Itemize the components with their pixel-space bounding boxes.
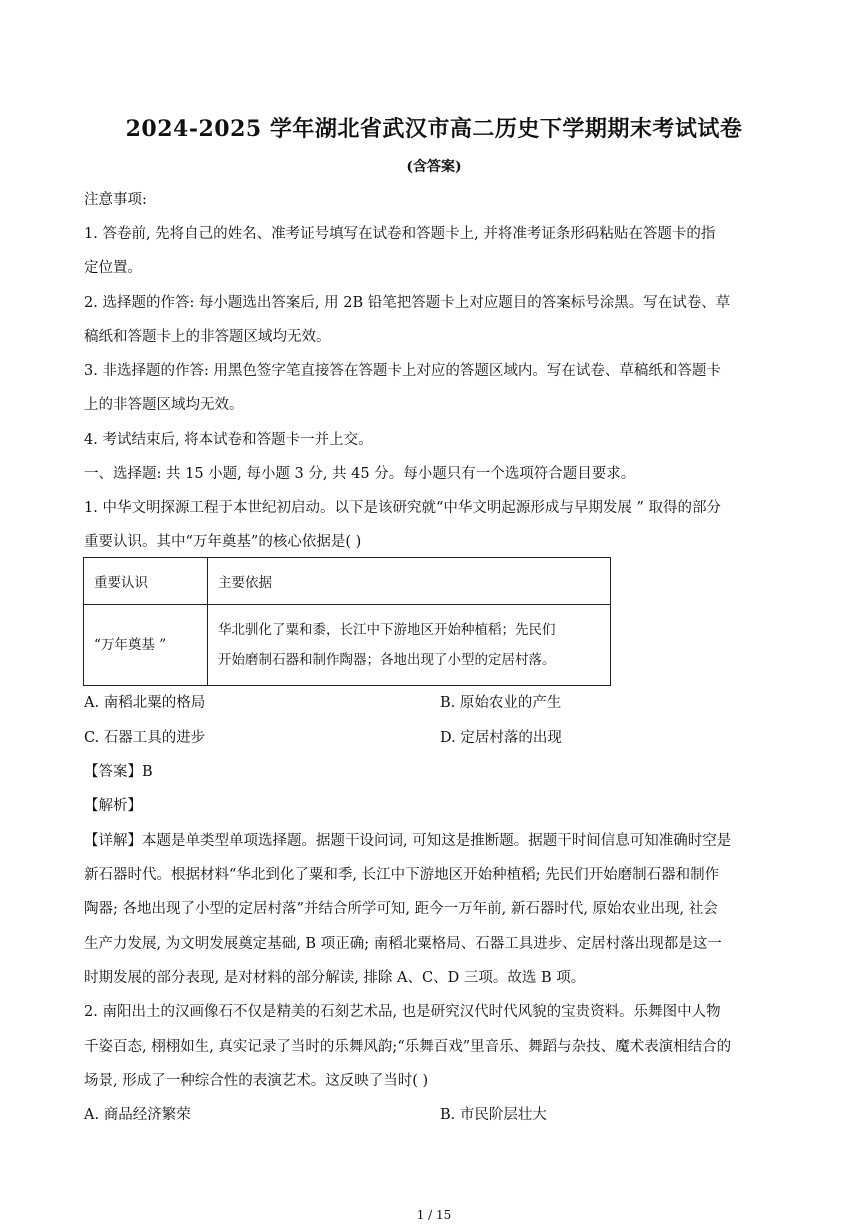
question-2-stem-line-2: 千姿百态, 栩栩如生, 真实记录了当时的乐舞风韵;“乐舞百戏”里音乐、舞蹈与杂技、魔术表演相结合的	[84, 1039, 732, 1055]
table-cell-line: 华北驯化了粟和黍，长江中下游地区开始种植稻；先民们	[218, 622, 556, 638]
notes-item-2-line-2: 稿纸和答题卡上的非答题区域均无效。	[84, 329, 331, 345]
question-1-analysis-line-3: 陶器; 各地出现了小型的定居村落”并结合所学可知, 距今一万年前, 新石器时代, 原始农业出现, 社会	[84, 901, 718, 917]
notes-item-2-line-1: 2. 选择题的作答: 每小题选出答案后, 用 2B 铅笔把答题卡上对应题目的答案标号涂黑。写在试卷、草	[84, 295, 731, 311]
question-1-option-d: D. 定居村落的出现	[440, 730, 562, 746]
table-header-row	[84, 558, 611, 605]
notes-item-4: 4. 考试结束后, 将本试卷和答题卡一并上交。	[84, 432, 373, 448]
notes-item-3-line-2: 上的非答题区域均无效。	[84, 397, 244, 413]
section-1-heading: 一、选择题: 共 15 小题, 每小题 3 分, 共 45 分。每小题只有一个选项符合题目要求。	[84, 466, 636, 482]
notes-item-3-line-1: 3. 非选择题的作答: 用黑色签字笔直接答在答题卡上对应的答题区域内。写在试卷、草稿纸和答题卡	[84, 363, 721, 379]
table-header-cell: 重要认识	[84, 558, 208, 605]
table-row	[84, 605, 611, 686]
page-number: 1 / 15	[416, 1208, 452, 1222]
question-2-option-a: A. 商品经济繁荣	[84, 1107, 191, 1123]
question-1-analysis-line-1: 【详解】本题是单类型单项选择题。据题干设问词, 可知这是推断题。据题干时间信息可知准确时空是	[84, 833, 732, 849]
question-1-analysis-heading: 【解析】	[84, 798, 142, 814]
document-title: 2024-2025 学年湖北省武汉市高二历史下学期期末考试试卷	[125, 116, 743, 142]
question-1-table	[83, 557, 611, 686]
table-cell	[208, 605, 611, 686]
question-1-option-b: B. 原始农业的产生	[440, 695, 562, 711]
question-1-analysis-line-4: 生产力发展, 为文明发展奠定基础, B 项正确; 南稻北粟格局、石器工具进步、定居村落出现都是这一	[84, 936, 722, 952]
question-1-analysis-line-2: 新石器时代。根据材料“华北到化了粟和季, 长江中下游地区开始种植稻; 先民们开始磨制石器和制作	[84, 867, 720, 883]
table-cell: “万年奠基 ”	[84, 605, 208, 686]
question-2-option-b: B. 市民阶层壮大	[440, 1107, 547, 1123]
document-subtitle: (含答案)	[406, 159, 462, 175]
question-2-stem-line-3: 场景, 形成了一种综合性的表演艺术。这反映了当时( )	[84, 1073, 429, 1089]
question-1-option-a: A. 南稻北粟的格局	[84, 695, 206, 711]
table-header-cell: 主要依据	[208, 558, 611, 605]
question-1-option-c: C. 石器工具的进步	[84, 730, 206, 746]
notes-heading: 注意事项:	[84, 192, 147, 208]
question-2-stem-line-1: 2. 南阳出土的汉画像石不仅是精美的石刻艺术品, 也是研究汉代时代风貌的宝贵资料。乐舞图中人物	[84, 1004, 721, 1020]
notes-item-1-line-2: 定位置。	[84, 260, 142, 276]
question-1-answer: 【答案】B	[84, 764, 153, 780]
table-cell-line: 开始磨制石器和制作陶器；各地出现了小型的定居村落。	[218, 652, 556, 668]
question-1-analysis-line-5: 时期发展的部分表现, 是对材料的部分解读, 排除 A、C、D 三项。故选 B 项。	[84, 970, 586, 986]
notes-item-1-line-1: 1. 答卷前, 先将自己的姓名、准考证号填写在试卷和答题卡上, 并将准考证条形码粘贴在答题卡的指	[84, 226, 716, 242]
question-1-stem-line-2: 重要认识。其中“万年奠基”的核心依据是( )	[84, 534, 362, 550]
question-1-stem-line-1: 1. 中华文明探源工程于本世纪初启动。以下是该研究就“中华文明起源形成与早期发展 ” 取得的部分	[84, 500, 721, 516]
